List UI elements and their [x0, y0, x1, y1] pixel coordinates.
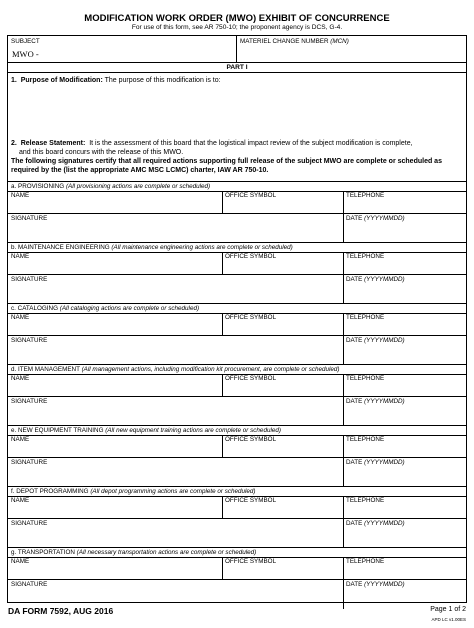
divider — [343, 313, 344, 365]
section-heading: d. ITEM MANAGEMENT (All management actions, including modification kit procurement, are complete or scheduled) — [11, 366, 340, 373]
divider — [222, 191, 223, 213]
office-symbol-field[interactable]: OFFICE SYMBOL — [225, 558, 277, 565]
signature-field[interactable]: SIGNATURE — [11, 337, 48, 344]
divider — [343, 374, 344, 426]
apd-version: APD LC v1.00ES — [431, 617, 466, 622]
divider — [8, 457, 466, 458]
signature-field[interactable]: SIGNATURE — [11, 520, 48, 527]
divider — [8, 335, 466, 336]
name-field[interactable]: NAME — [11, 253, 30, 260]
date-field[interactable]: DATE (YYYYMMDD) — [346, 276, 405, 283]
name-field[interactable]: NAME — [11, 375, 30, 382]
certify-statement: The following signatures certify that all required actions supporting full release of the subject MWO are complete or scheduled as required by the (list the appropriate AMC MSC LCMC) charter, IAW AR 750-10. — [11, 158, 442, 174]
divider — [343, 435, 344, 487]
office-symbol-field[interactable]: OFFICE SYMBOL — [225, 375, 277, 382]
signature-field[interactable]: SIGNATURE — [11, 398, 48, 405]
divider — [343, 557, 344, 609]
divider — [222, 557, 223, 579]
purpose-text: The purpose of this modification is to: — [104, 77, 221, 84]
divider — [343, 496, 344, 548]
section-heading: a. PROVISIONING (All provisioning actions are complete or scheduled) — [11, 183, 211, 190]
signature-section — [8, 486, 466, 547]
form-body — [7, 35, 467, 603]
office-symbol-field[interactable]: OFFICE SYMBOL — [225, 253, 277, 260]
telephone-field[interactable]: TELEPHONE — [346, 497, 385, 504]
date-field[interactable]: DATE (YYYYMMDD) — [346, 581, 405, 588]
office-symbol-field[interactable]: OFFICE SYMBOL — [225, 192, 277, 199]
signature-field[interactable]: SIGNATURE — [11, 215, 48, 222]
page-number: Page 1 of 2 — [430, 606, 466, 613]
name-field[interactable]: NAME — [11, 497, 30, 504]
part-heading: PART I — [8, 63, 466, 73]
divider — [222, 496, 223, 518]
divider — [8, 579, 466, 580]
subject-row — [8, 36, 466, 63]
date-field[interactable]: DATE (YYYYMMDD) — [346, 337, 405, 344]
section-heading: f. DEPOT PROGRAMMING (All depot programming actions are complete or scheduled) — [11, 488, 256, 495]
date-field[interactable]: DATE (YYYYMMDD) — [346, 215, 405, 222]
form-subtitle: For use of this form, see AR 750-10; the proponent agency is DCS, G-4. — [131, 24, 343, 31]
form-title: MODIFICATION WORK ORDER (MWO) EXHIBIT OF CONCURRENCE — [84, 13, 390, 24]
subject-label: SUBJECT — [11, 38, 40, 45]
divider — [8, 274, 466, 275]
date-field[interactable]: DATE (YYYYMMDD) — [346, 398, 405, 405]
divider — [222, 252, 223, 274]
divider — [8, 396, 466, 397]
subject-field[interactable] — [8, 36, 237, 62]
office-symbol-field[interactable]: OFFICE SYMBOL — [225, 436, 277, 443]
office-symbol-field[interactable]: OFFICE SYMBOL — [225, 314, 277, 321]
signature-section — [8, 547, 466, 602]
name-field[interactable]: NAME — [11, 436, 30, 443]
mcn-field[interactable] — [237, 36, 466, 62]
name-field[interactable]: NAME — [11, 558, 30, 565]
release-statement: 2. Release Statement: It is the assessment of this board that the logistical impact review of the subject modification is complete, and this board concurs with the release of this MWO. — [11, 140, 413, 156]
telephone-field[interactable]: TELEPHONE — [346, 558, 385, 565]
purpose-of-modification[interactable] — [11, 77, 221, 84]
name-field[interactable]: NAME — [11, 192, 30, 199]
signature-section — [8, 425, 466, 486]
signature-section — [8, 242, 466, 303]
signature-field[interactable]: SIGNATURE — [11, 276, 48, 283]
telephone-field[interactable]: TELEPHONE — [346, 192, 385, 199]
purpose-label: Purpose of Modification: — [20, 77, 103, 84]
divider — [8, 213, 466, 214]
divider — [8, 518, 466, 519]
office-symbol-field[interactable]: OFFICE SYMBOL — [225, 497, 277, 504]
divider — [222, 313, 223, 335]
divider — [222, 435, 223, 457]
signature-section — [8, 181, 466, 242]
divider — [222, 374, 223, 396]
date-field[interactable]: DATE (YYYYMMDD) — [346, 520, 405, 527]
telephone-field[interactable]: TELEPHONE — [346, 253, 385, 260]
name-field[interactable]: NAME — [11, 314, 30, 321]
signature-section — [8, 303, 466, 364]
mcn-label: MATERIEL CHANGE NUMBER (MCN) — [240, 38, 349, 45]
subject-value: MWO - — [12, 49, 39, 59]
section-heading: c. CATALOGING (All cataloging actions are complete or scheduled) — [11, 305, 200, 312]
form-number: DA FORM 7592, AUG 2016 — [8, 606, 114, 616]
date-field[interactable]: DATE (YYYYMMDD) — [346, 459, 405, 466]
divider — [343, 252, 344, 304]
telephone-field[interactable]: TELEPHONE — [346, 314, 385, 321]
telephone-field[interactable]: TELEPHONE — [346, 375, 385, 382]
section-heading: e. NEW EQUIPMENT TRAINING (All new equipment training actions are complete or scheduled) — [11, 427, 281, 434]
telephone-field[interactable]: TELEPHONE — [346, 436, 385, 443]
section-heading: g. TRANSPORTATION (All necessary transportation actions are complete or scheduled) — [11, 549, 257, 556]
purpose-number: 1. — [11, 77, 17, 84]
divider — [343, 191, 344, 243]
signature-section — [8, 364, 466, 425]
signature-field[interactable]: SIGNATURE — [11, 581, 48, 588]
section-heading: b. MAINTENANCE ENGINEERING (All maintenance engineering actions are complete or scheduled) — [11, 244, 293, 251]
signature-field[interactable]: SIGNATURE — [11, 459, 48, 466]
